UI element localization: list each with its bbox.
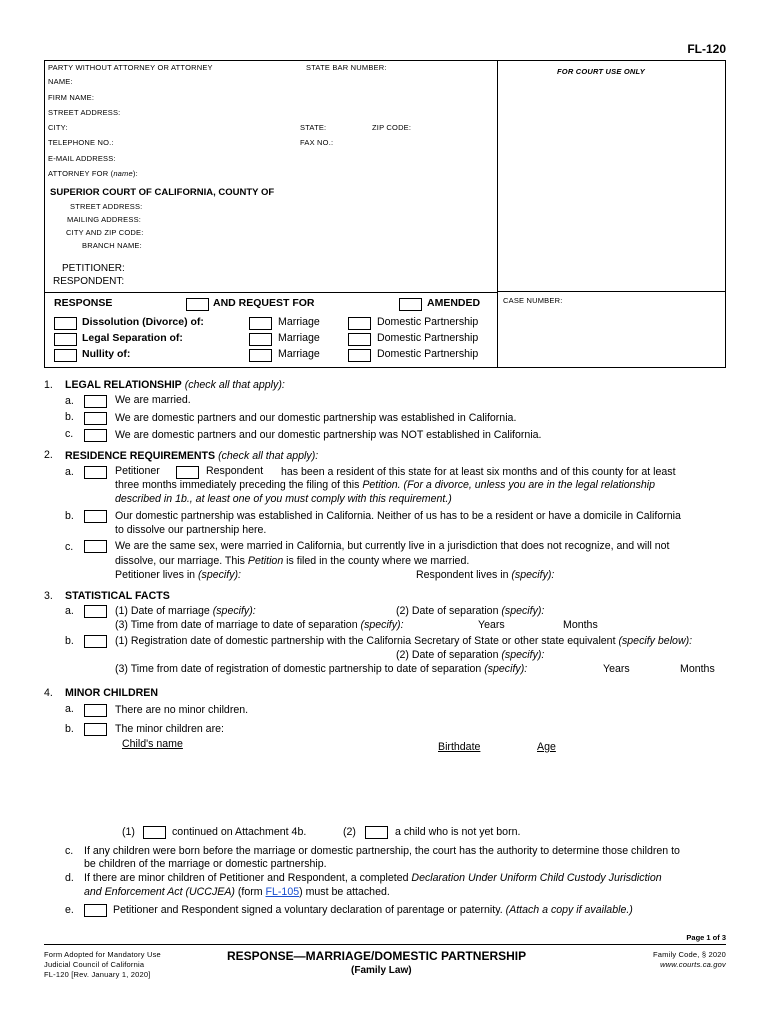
amended-checkbox[interactable]: [399, 298, 422, 311]
state-bar-label: STATE BAR NUMBER:: [306, 63, 387, 72]
s2a-respondent-checkbox[interactable]: [176, 466, 199, 479]
court-mailing: MAILING ADDRESS:: [67, 215, 142, 224]
s3b-years: Years: [603, 663, 630, 675]
s2-number: 2.: [44, 449, 53, 461]
court-title: SUPERIOR COURT OF CALIFORNIA, COUNTY OF: [50, 187, 275, 198]
s2c-petitioner-lives: Petitioner lives in (specify):: [115, 569, 242, 581]
s2c-respondent-lives: Respondent lives in (specify):: [416, 569, 555, 581]
petitioner-label: PETITIONER:: [62, 263, 125, 274]
court-use-box: [497, 60, 726, 292]
s1a-checkbox[interactable]: [84, 395, 107, 408]
s4b-checkbox[interactable]: [84, 723, 107, 736]
s4-heading: MINOR CHILDREN: [65, 687, 158, 699]
s3a-months: Months: [563, 619, 598, 631]
col-birthdate: Birthdate: [438, 741, 481, 753]
s1-number: 1.: [44, 379, 53, 391]
separation-dp-label: Domestic Partnership: [377, 332, 479, 344]
s2a-letter: a.: [65, 466, 74, 478]
nullity-dp-checkbox[interactable]: [348, 349, 371, 362]
s3a-letter: a.: [65, 605, 74, 617]
s4-number: 4.: [44, 687, 53, 699]
nullity-label: Nullity of:: [82, 348, 131, 360]
dissolution-label: Dissolution (Divorce) of:: [82, 316, 204, 328]
court-street: STREET ADDRESS:: [70, 202, 143, 211]
s1b-letter: b.: [65, 411, 74, 423]
s3b3: (3) Time from date of registration of domestic partnership to date of separation (specify):: [115, 663, 528, 675]
dissolution-checkbox[interactable]: [54, 317, 77, 330]
nullity-dp-label: Domestic Partnership: [377, 348, 479, 360]
s1c-checkbox[interactable]: [84, 429, 107, 442]
s1a-letter: a.: [65, 395, 74, 407]
party-label: PARTY WITHOUT ATTORNEY OR ATTORNEY: [48, 63, 213, 72]
court-city-zip: CITY AND ZIP CODE:: [66, 228, 144, 237]
dissolution-dp-checkbox[interactable]: [348, 317, 371, 330]
adopted-line3: FL-120 [Rev. January 1, 2020]: [44, 970, 151, 979]
nullity-marriage-checkbox[interactable]: [249, 349, 272, 362]
s4-cont2-text: a child who is not yet born.: [395, 826, 521, 838]
legal-separation-checkbox[interactable]: [54, 333, 77, 346]
response-label: RESPONSE: [54, 297, 113, 309]
s4d-line2: and Enforcement Act (UCCJEA) (form FL-105) must be attached.: [84, 886, 390, 898]
footer-subtitle: (Family Law): [351, 965, 412, 976]
adopted-line2: Judicial Council of California: [44, 960, 145, 969]
s2a-line1: has been a resident of this state for at least six months and of this county for at least: [281, 466, 676, 478]
s2a-line2: three months immediately preceding the filing of this Petition. (For a divorce, unless you are in the legal relationship: [115, 479, 655, 491]
s4e-checkbox[interactable]: [84, 904, 107, 917]
form-number: FL-120: [687, 42, 726, 56]
zip-label: ZIP CODE:: [372, 123, 412, 132]
s3a-checkbox[interactable]: [84, 605, 107, 618]
s3-heading: STATISTICAL FACTS: [65, 590, 170, 602]
s2a-petitioner-checkbox[interactable]: [84, 466, 107, 479]
s4e-text: Petitioner and Respondent signed a voluntary declaration of parentage or paternity. (Attach a copy if available.): [113, 904, 633, 916]
state-label: STATE:: [300, 123, 327, 132]
court-branch: BRANCH NAME:: [82, 241, 142, 250]
fax-label: FAX NO.:: [300, 138, 334, 147]
amended-label: AMENDED: [427, 297, 481, 309]
col-child-name: Child's name: [122, 738, 183, 750]
s2b-line2: to dissolve our partnership here.: [115, 524, 267, 536]
s1a-text: We are married.: [115, 394, 191, 406]
s3a1: (1) Date of marriage (specify):: [115, 605, 256, 617]
dissolution-marriage-label: Marriage: [278, 316, 320, 328]
footer-rule: [44, 944, 726, 945]
s4c-line1: If any children were born before the marriage or domestic partnership, the court has the authority to determine those children to: [84, 845, 680, 857]
s3b-checkbox[interactable]: [84, 635, 107, 648]
s1c-letter: c.: [65, 428, 74, 440]
s2b-checkbox[interactable]: [84, 510, 107, 523]
s4-cont1-text: continued on Attachment 4b.: [172, 826, 307, 838]
s2b-letter: b.: [65, 510, 74, 522]
s1b-checkbox[interactable]: [84, 412, 107, 425]
separation-marriage-checkbox[interactable]: [249, 333, 272, 346]
s4b-letter: b.: [65, 723, 74, 735]
separation-marriage-label: Marriage: [278, 332, 320, 344]
s4-cont2-number: (2): [343, 826, 356, 838]
separation-dp-checkbox[interactable]: [348, 333, 371, 346]
s4e-letter: e.: [65, 904, 74, 916]
request-for-label: AND REQUEST FOR: [213, 297, 315, 309]
name-label: NAME:: [48, 77, 73, 86]
s4a-text: There are no minor children.: [115, 704, 249, 716]
street-label: STREET ADDRESS:: [48, 108, 121, 117]
attorney-for-label: ATTORNEY FOR (name):: [48, 169, 138, 178]
courts-website: www.courts.ca.gov: [660, 960, 726, 969]
s2c-line1: We are the same sex, were married in California, but currently live in a jurisdiction that does not recognize, and will not: [115, 540, 670, 552]
attorney-box: [44, 60, 498, 184]
s3b1: (1) Registration date of domestic partnership with the California Secretary of State or other state equivalent (specify below):: [115, 635, 693, 647]
s2c-line2: dissolve, our marriage. This Petition is filed in the county where we married.: [115, 555, 470, 567]
s4-cont1-number: (1): [122, 826, 135, 838]
legal-separation-label: Legal Separation of:: [82, 332, 183, 344]
s2a-line3: described in 1b., at least one of you must comply with this requirement.): [115, 493, 452, 505]
nullity-checkbox[interactable]: [54, 349, 77, 362]
s3a3: (3) Time from date of marriage to date of separation (specify):: [115, 619, 404, 631]
s3a-years: Years: [478, 619, 505, 631]
page-number: Page 1 of 3: [686, 933, 726, 942]
s4-cont2-checkbox[interactable]: [365, 826, 388, 839]
s2a-respondent-label: Respondent: [206, 465, 264, 477]
s2c-letter: c.: [65, 541, 74, 553]
s4d-letter: d.: [65, 872, 74, 884]
footer-title: RESPONSE—MARRIAGE/DOMESTIC PARTNERSHIP: [227, 949, 527, 963]
case-number-label: CASE NUMBER:: [503, 296, 563, 305]
s2-heading: RESIDENCE REQUIREMENTS (check all that apply):: [65, 450, 319, 462]
family-code: Family Code, § 2020: [652, 950, 726, 959]
s1b-text: We are domestic partners and our domestic partnership was established in California.: [115, 412, 517, 424]
s2b-line1: Our domestic partnership was established in California. Neither of us has to be a resident or have a domicile in California: [115, 510, 681, 522]
s3b-letter: b.: [65, 635, 74, 647]
s4c-line2: be children of the marriage or domestic partnership.: [84, 858, 327, 870]
s4d-line1: If there are minor children of Petitioner and Respondent, a completed Declaration Under Uniform Child Custody Jurisdiction: [84, 872, 662, 884]
fl105-link[interactable]: FL-105: [265, 886, 300, 898]
s4b-text: The minor children are:: [115, 723, 224, 735]
email-label: E-MAIL ADDRESS:: [48, 154, 116, 163]
s3b-months: Months: [680, 663, 715, 675]
s3-number: 3.: [44, 590, 53, 602]
dissolution-marriage-checkbox[interactable]: [249, 317, 272, 330]
firm-label: FIRM NAME:: [48, 93, 95, 102]
s3b2: (2) Date of separation (specify):: [396, 649, 545, 661]
court-use-label: FOR COURT USE ONLY: [557, 67, 645, 76]
s2a-petitioner-label: Petitioner: [115, 465, 160, 477]
s1c-text: We are domestic partners and our domestic partnership was NOT established in California.: [115, 429, 542, 441]
dissolution-dp-label: Domestic Partnership: [377, 316, 479, 328]
s4c-letter: c.: [65, 845, 74, 857]
adopted-line1: Form Adopted for Mandatory Use: [44, 950, 161, 959]
city-label: CITY:: [48, 123, 68, 132]
s4a-letter: a.: [65, 703, 74, 715]
nullity-marriage-label: Marriage: [278, 348, 320, 360]
respondent-label: RESPONDENT:: [53, 276, 125, 287]
s2c-checkbox[interactable]: [84, 540, 107, 553]
col-age: Age: [537, 741, 556, 753]
s4-cont1-checkbox[interactable]: [143, 826, 166, 839]
s1-heading: LEGAL RELATIONSHIP (check all that apply):: [65, 379, 285, 391]
phone-label: TELEPHONE NO.:: [48, 138, 114, 147]
request-for-checkbox[interactable]: [186, 298, 209, 311]
s3a2: (2) Date of separation (specify):: [396, 605, 545, 617]
s4a-checkbox[interactable]: [84, 704, 107, 717]
